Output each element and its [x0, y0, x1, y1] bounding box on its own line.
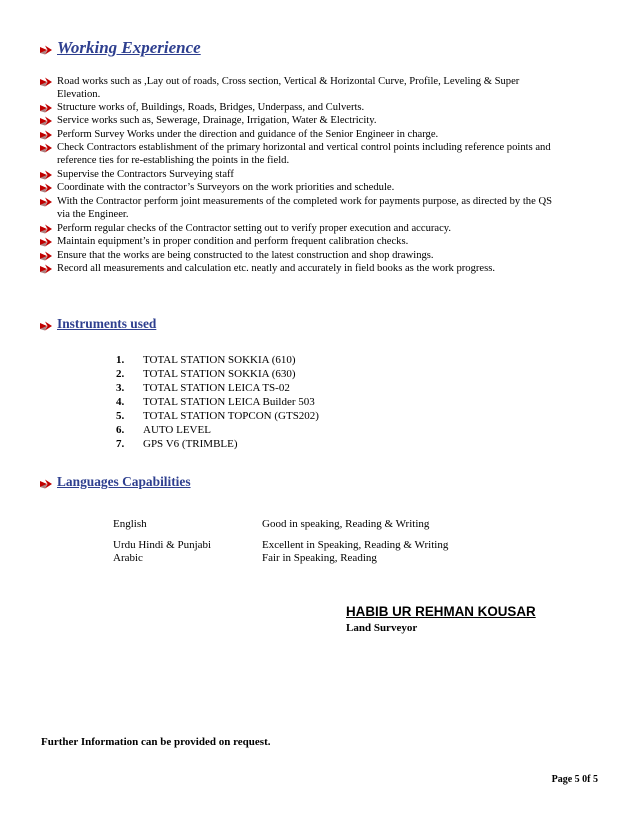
- page-number: Page 5 0f 5: [551, 774, 598, 785]
- working-experience-heading: Working Experience: [57, 38, 201, 57]
- further-information-note: Further Information can be provided on request.: [41, 736, 271, 748]
- arrow-bullet-icon: [39, 76, 53, 88]
- arrow-bullet-icon: [39, 115, 53, 127]
- language-level: Fair in Speaking, Reading: [262, 552, 377, 564]
- arrow-bullet-icon: [39, 250, 53, 262]
- arrow-bullet-icon: [39, 44, 53, 56]
- arrow-bullet-icon: [39, 169, 53, 181]
- arrow-bullet-icon: [39, 320, 53, 332]
- work-item-line: Perform Survey Works under the direction and guidance of the Senior Engineer in charge.: [57, 129, 439, 140]
- language-level: Excellent in Speaking, Reading & Writing: [262, 539, 449, 551]
- arrow-bullet-icon: [39, 196, 53, 208]
- language-level: Good in speaking, Reading & Writing: [262, 518, 430, 530]
- arrow-bullet-icon: [39, 236, 53, 248]
- arrow-bullet-icon: [39, 142, 53, 154]
- work-item-line: Road works such as ,Lay out of roads, Cross section, Vertical & Horizontal Curve, Profile, Leveling & Super: [57, 76, 520, 87]
- language-name: Urdu Hindi & Punjabi: [113, 539, 212, 551]
- instrument-name: TOTAL STATION LEICA TS-02: [143, 382, 290, 394]
- work-item-line: Perform regular checks of the Contractor setting out to verify proper execution and accuracy.: [57, 223, 452, 234]
- instrument-number: 7.: [116, 438, 125, 450]
- arrow-bullet-icon: [39, 129, 53, 141]
- arrow-bullet-icon: [39, 263, 53, 275]
- languages-heading: Languages Capabilities: [57, 474, 191, 489]
- work-item-line: Service works such as, Sewerage, Drainage, Irrigation, Water & Electricity.: [57, 115, 377, 126]
- work-item-line: Maintain equipment’s in proper condition and perform frequent calibration checks.: [57, 236, 409, 247]
- instrument-name: TOTAL STATION LEICA Builder 503: [143, 396, 315, 408]
- instrument-name: GPS V6 (TRIMBLE): [143, 438, 238, 450]
- work-item-line: reference ties for re-establishing the points in the field.: [57, 155, 290, 166]
- arrow-bullet-icon: [39, 102, 53, 114]
- instrument-name: TOTAL STATION TOPCON (GTS202): [143, 410, 319, 422]
- arrow-bullet-icon: [39, 182, 53, 194]
- instrument-number: 5.: [116, 410, 125, 422]
- arrow-bullet-icon: [39, 223, 53, 235]
- work-item-line: Record all measurements and calculation etc. neatly and accurately in field books as the work progress.: [57, 263, 496, 274]
- instruments-heading: Instruments used: [57, 316, 157, 331]
- instrument-name: AUTO LEVEL: [143, 424, 211, 436]
- instrument-number: 2.: [116, 368, 125, 380]
- work-item-line: With the Contractor perform joint measurements of the completed work for payments purpose, as directed by the QS: [57, 196, 552, 207]
- instrument-number: 1.: [116, 354, 125, 366]
- work-item-line: Structure works of, Buildings, Roads, Bridges, Underpass, and Culverts.: [57, 102, 365, 113]
- work-item-line: Coordinate with the contractor’s Surveyors on the work priorities and schedule.: [57, 182, 395, 193]
- work-item-line: Ensure that the works are being constructed to the latest construction and shop drawings.: [57, 250, 434, 261]
- instrument-number: 4.: [116, 396, 125, 408]
- signature-title: Land Surveyor: [346, 622, 418, 634]
- work-item-line: Supervise the Contractors Surveying staff: [57, 169, 234, 180]
- instrument-name: TOTAL STATION SOKKIA (610): [143, 354, 296, 366]
- work-item-line: via the Engineer.: [57, 209, 129, 220]
- language-name: English: [113, 518, 147, 530]
- work-item-line: Check Contractors establishment of the primary horizontal and vertical control points including reference points and: [57, 142, 551, 153]
- instrument-name: TOTAL STATION SOKKIA (630): [143, 368, 296, 380]
- signature-name: HABIB UR REHMAN KOUSAR: [346, 604, 536, 619]
- instrument-number: 3.: [116, 382, 125, 394]
- instrument-number: 6.: [116, 424, 125, 436]
- work-item-line: Elevation.: [57, 89, 101, 100]
- arrow-bullet-icon: [39, 478, 53, 490]
- language-name: Arabic: [113, 552, 143, 564]
